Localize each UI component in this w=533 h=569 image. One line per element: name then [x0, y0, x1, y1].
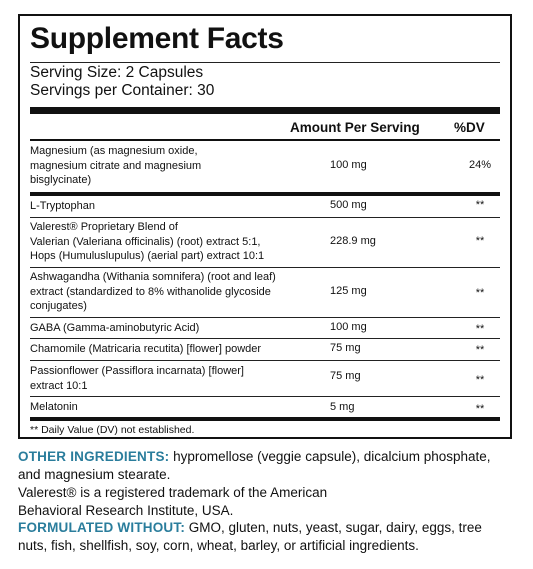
nutrient-amount: 75 mg: [330, 370, 361, 382]
thick-divider: [30, 107, 500, 114]
formulated-without-text: GMO, gluten, nuts, yeast, sugar, dairy, eggs, tree: [188, 520, 482, 535]
amount-header: Amount Per Serving: [290, 120, 420, 135]
nutrient-dv: **: [475, 199, 485, 211]
header-divider: [30, 139, 500, 141]
divider: [30, 217, 500, 218]
divider: [30, 317, 500, 318]
other-ingredients: [18, 448, 528, 520]
other-ingredients-text: hypromellose (veggie capsule), dicalcium phosphate,: [173, 449, 491, 464]
supplement-facts-panel: [18, 14, 512, 439]
trademark-note: Valerest® is a registered trademark of the American: [18, 485, 328, 500]
serving-size: Serving Size: 2 Capsules: [30, 64, 204, 81]
divider: [30, 62, 500, 63]
nutrient-dv: **: [475, 287, 485, 299]
nutrient-name: Magnesium (as magnesium oxide, magnesium citrate and magnesium bisglycinate): [30, 145, 202, 186]
formulated-without-text: nuts, fish, shellfish, soy, corn, wheat, barley, or artificial ingredients.: [18, 538, 419, 553]
nutrient-name: Chamomile (Matricaria recutita) [flower] powder: [30, 343, 262, 355]
nutrient-name: L-Tryptophan: [30, 200, 96, 212]
nutrient-dv: **: [475, 374, 485, 386]
nutrient-amount: 125 mg: [330, 285, 367, 297]
panel-title: Supplement Facts: [30, 22, 284, 55]
divider: [30, 338, 500, 339]
formulated-without: [18, 519, 528, 555]
nutrient-amount: 75 mg: [330, 342, 361, 354]
nutrient-dv: **: [475, 235, 485, 247]
dv-footnote: ** Daily Value (DV) not established.: [30, 424, 195, 436]
nutrient-amount: 228.9 mg: [330, 235, 376, 247]
nutrient-name: Valerest® Proprietary Blend of Valerian (Valeriana officinalis) (root) extract 5:1, Hops (Humuluslupulus) (aerial part) extract 10:1: [30, 221, 265, 262]
nutrient-dv: 24%: [468, 159, 492, 171]
nutrient-name: Passionflower (Passiflora incarnata) [flower] extract 10:1: [30, 365, 244, 392]
nutrient-name: GABA (Gamma-aminobutyric Acid): [30, 322, 200, 334]
dv-header: %DV: [454, 120, 485, 135]
nutrient-name: Melatonin: [30, 401, 78, 413]
nutrient-amount: 500 mg: [330, 199, 367, 211]
other-ingredients-text: and magnesium stearate.: [18, 467, 171, 482]
nutrient-amount: 100 mg: [330, 159, 367, 171]
thick-divider: [30, 192, 500, 196]
other-ingredients-label: OTHER INGREDIENTS:: [18, 449, 170, 464]
nutrient-name: Ashwagandha (Withania somnifera) (root and leaf) extract (standardized to 8% withanolide glycoside conjugates): [30, 271, 276, 312]
thick-divider: [30, 417, 500, 421]
divider: [30, 267, 500, 268]
nutrient-amount: 5 mg: [330, 401, 355, 413]
formulated-without-label: FORMULATED WITHOUT:: [18, 520, 186, 535]
nutrient-dv: **: [475, 403, 485, 415]
nutrient-amount: 100 mg: [330, 321, 367, 333]
servings-per-container: Servings per Container: 30: [30, 82, 215, 99]
nutrient-dv: **: [475, 323, 485, 335]
divider: [30, 396, 500, 397]
trademark-note: Behavioral Research Institute, USA.: [18, 503, 234, 518]
divider: [30, 360, 500, 361]
nutrient-dv: **: [475, 344, 485, 356]
